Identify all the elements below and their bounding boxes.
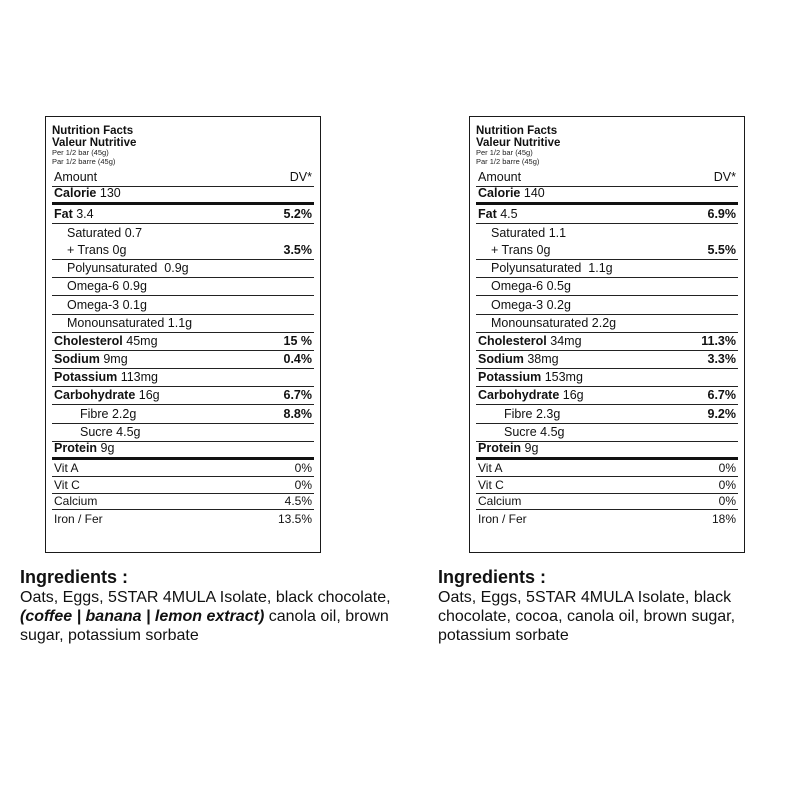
panel-title-en: Nutrition Facts: [476, 125, 558, 137]
panel-title-fr: Valeur Nutritive: [476, 137, 561, 149]
nutrient-amount: 153mg: [544, 370, 583, 385]
nutrient-name: Omega-3: [67, 297, 120, 312]
row-protein: [476, 442, 738, 460]
flavor-lemon: lemon extract): [154, 608, 265, 625]
nutrient-name: Omega-3: [491, 297, 544, 312]
nutrient-amount: 2.2g: [591, 315, 617, 330]
row-trans: [52, 242, 314, 260]
nutrient-name: Carbohydrate: [478, 388, 560, 403]
row-fibre: [52, 405, 314, 423]
nutrient-amount: 9g: [524, 441, 539, 455]
row-potassium: [476, 369, 738, 387]
row-protein: [52, 442, 314, 460]
nutrient-name: Protein: [478, 441, 522, 455]
flavor-separator: |: [141, 608, 155, 625]
nutrient-name: Calcium: [478, 494, 522, 509]
row-saturated: [52, 224, 314, 242]
row-sodium: [476, 351, 738, 369]
serving-size-fr: Par 1/2 barre (45g): [52, 156, 116, 166]
nutrient-dv: 11.3%: [701, 333, 736, 348]
serving-size-en: Per 1/2 bar (45g): [476, 148, 533, 157]
nutrient-amount: 34mg: [550, 333, 582, 348]
row-vit-a: [52, 460, 314, 477]
nutrient-amount: 38mg: [527, 352, 559, 367]
nutrient-amount: 4.5g: [116, 424, 141, 439]
row-omega-6: [476, 278, 738, 296]
nutrient-name: Monounsaturated: [67, 315, 165, 330]
nutrient-amount: 0g: [112, 242, 127, 257]
nutrient-name: Iron / Fer: [478, 512, 527, 527]
serving-size-fr: Par 1/2 barre (45g): [476, 156, 540, 166]
nutrient-name: Fibre: [80, 406, 109, 421]
row-potassium: [52, 369, 314, 387]
nutrient-name: Calorie: [54, 186, 97, 201]
row-calcium: [52, 494, 314, 511]
nutrient-amount: 0.9g: [122, 279, 147, 294]
header-dv: DV*: [289, 170, 312, 185]
row-trans: [476, 242, 738, 260]
nutrient-name: Sodium: [54, 352, 100, 367]
nutrient-name: Omega-6: [491, 279, 544, 294]
nutrient-dv: 18%: [711, 512, 736, 527]
nutrient-amount: 2.2g: [111, 406, 137, 421]
row-carbohydrate: [476, 387, 738, 405]
ingredients-heading: Ingredients :: [438, 567, 547, 587]
nutrition-facts-panel-left: [45, 116, 321, 553]
nutrient-name: Sodium: [478, 352, 524, 367]
nutrient-amount: 2.3g: [535, 406, 561, 421]
nutrient-amount: 113mg: [120, 370, 158, 385]
nutrient-dv: 5.2%: [283, 206, 312, 221]
nutrient-amount: 0.5g: [546, 279, 571, 294]
nutrient-name: Monounsaturated: [491, 315, 589, 330]
nutrient-name: Vit A: [478, 460, 503, 475]
row-fibre: [476, 405, 738, 423]
nutrient-amount: 9mg: [103, 352, 128, 367]
nutrient-name: Calcium: [54, 494, 98, 509]
row-saturated: [476, 224, 738, 242]
nutrient-dv: 3.3%: [707, 352, 736, 367]
nutrient-name: Vit C: [54, 477, 80, 492]
row-monounsaturated: [52, 315, 314, 333]
nutrient-amount: 45mg: [126, 333, 158, 348]
nutrition-facts-panel-right: [469, 116, 745, 553]
nutrient-amount: 1.1: [548, 225, 567, 240]
nutrient-name: Vit C: [478, 477, 504, 492]
nutrient-dv: 3.5%: [283, 242, 312, 257]
serving-size-en: Per 1/2 bar (45g): [52, 148, 109, 157]
nutrient-amount: 0g: [536, 242, 551, 257]
nutrient-dv: 6.7%: [707, 388, 736, 403]
panel-title-fr: Valeur Nutritive: [52, 137, 137, 149]
row-cholesterol: [52, 333, 314, 351]
nutrient-dv: 0%: [718, 494, 736, 509]
nutrient-name: Polyunsaturated: [491, 261, 582, 276]
row-fat: [52, 205, 314, 223]
row-omega-3: [52, 296, 314, 314]
nutrient-amount: 16g: [562, 388, 584, 403]
flavor-banana: banana: [85, 608, 142, 625]
row-calorie: [52, 187, 314, 205]
nutrient-dv: 0%: [294, 477, 312, 492]
row-iron: [476, 510, 738, 527]
row-cholesterol: [476, 333, 738, 351]
row-monounsaturated: [476, 315, 738, 333]
nutrient-name: Potassium: [478, 370, 542, 385]
nutrient-name: Carbohydrate: [54, 388, 136, 403]
nutrient-amount: 16g: [138, 388, 160, 403]
nutrient-name: Saturated: [491, 225, 546, 240]
row-fat: [476, 205, 738, 223]
nutrient-name: + Trans: [67, 242, 110, 257]
flavor-open: (coffee |: [20, 608, 86, 625]
row-iron: [52, 510, 314, 527]
nutrient-name: Potassium: [54, 370, 118, 385]
nutrient-dv: 13.5%: [277, 512, 312, 527]
nutrient-name: Protein: [54, 441, 98, 455]
row-omega-3: [476, 296, 738, 314]
nutrient-amount: 130: [99, 186, 121, 201]
nutrient-name: Fat: [54, 206, 73, 221]
nutrient-name: Sucre: [80, 424, 113, 439]
header-amount: Amount: [478, 170, 522, 185]
nutrient-dv: 0%: [294, 460, 312, 475]
nutrient-name: Iron / Fer: [54, 512, 103, 527]
header-amount: Amount: [54, 170, 98, 185]
nutrient-name: Polyunsaturated: [67, 261, 158, 276]
ingredients-text: [20, 588, 400, 645]
row-polyunsaturated: [476, 260, 738, 278]
nutrient-amount: 0.9g: [164, 261, 189, 276]
panel-title-en: Nutrition Facts: [52, 125, 134, 137]
ingredients-text: Oats, Eggs, 5STAR 4MULA Isolate, black chocolate, cocoa, canola oil, brown sugar, potassium sorbate: [438, 589, 736, 644]
nutrient-amount: 4.5: [500, 206, 518, 221]
nutrient-dv: 9.2%: [707, 406, 736, 421]
nutrient-name: Fat: [478, 206, 497, 221]
nutrient-amount: 3.4: [76, 206, 94, 221]
ingredients-part1: Oats, Eggs, 5STAR 4MULA Isolate, black chocolate,: [20, 589, 391, 606]
nutrient-dv: 5.5%: [707, 242, 736, 257]
nutrient-amount: 140: [523, 186, 545, 201]
nutrient-amount: 1.1g: [167, 315, 193, 330]
row-vit-c: [52, 477, 314, 494]
row-carbohydrate: [52, 387, 314, 405]
nutrient-dv: 15 %: [283, 333, 312, 348]
ingredients-left: [20, 567, 400, 645]
row-polyunsaturated: [52, 260, 314, 278]
ingredients-heading: Ingredients :: [20, 567, 129, 587]
header-dv: DV*: [713, 170, 736, 185]
row-omega-6: [52, 278, 314, 296]
row-calcium: [476, 494, 738, 511]
nutrient-name: Fibre: [504, 406, 533, 421]
nutrient-name: + Trans: [491, 242, 534, 257]
row-sodium: [52, 351, 314, 369]
nutrient-amount: 9g: [100, 441, 115, 455]
nutrient-name: Cholesterol: [478, 333, 547, 348]
nutrient-amount: 0.7: [124, 225, 143, 240]
row-vit-a: [476, 460, 738, 477]
nutrient-dv: 6.7%: [283, 388, 312, 403]
nutrient-amount: 4.5g: [540, 424, 565, 439]
nutrient-dv: 4.5%: [284, 494, 312, 509]
nutrient-amount: 1.1g: [588, 261, 613, 276]
nutrient-amount: 0.2g: [546, 297, 571, 312]
nutrient-name: Omega-6: [67, 279, 120, 294]
ingredients-part2: canola oil, brown sugar, potassium sorbate: [20, 608, 389, 644]
row-vit-c: [476, 477, 738, 494]
ingredients-right: [438, 567, 800, 645]
nutrient-dv: 8.8%: [283, 406, 312, 421]
nutrient-name: Vit A: [54, 460, 79, 475]
nutrient-name: Sucre: [504, 424, 537, 439]
nutrient-name: Saturated: [67, 225, 122, 240]
nutrient-dv: 6.9%: [707, 206, 736, 221]
row-calorie: [476, 187, 738, 205]
nutrient-dv: 0%: [718, 460, 736, 475]
nutrient-amount: 0.1g: [122, 297, 147, 312]
nutrient-dv: 0.4%: [283, 352, 312, 367]
nutrient-name: Cholesterol: [54, 333, 123, 348]
nutrient-name: Calorie: [478, 186, 521, 201]
nutrient-dv: 0%: [718, 477, 736, 492]
